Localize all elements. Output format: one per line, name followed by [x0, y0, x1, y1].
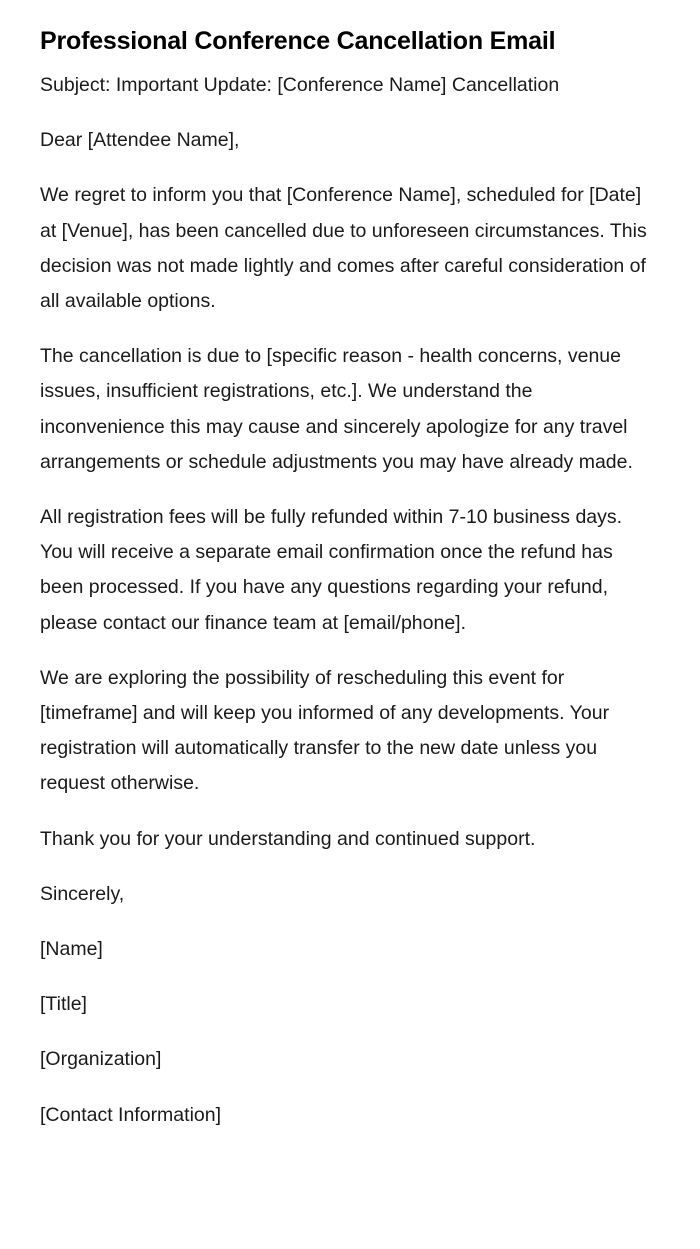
body-paragraph-intro: We regret to inform you that [Conference Name], scheduled for [Date] at [Venue], has been cancelled due to unforeseen circumstances. This decision was not made lightly and comes after careful consideration of all available options.	[40, 184, 647, 313]
body-paragraph-reschedule: We are exploring the possibility of rescheduling this event for [timeframe] and will keep you informed of any developments. Your registration will automatically transfer to the new date unless you request otherwise.	[40, 666, 610, 795]
body-paragraph-reason: The cancellation is due to [specific reason - health concerns, venue issues, insufficient registrations, etc.]. We understand the inconvenience this may cause and sincerely apologize for any travel arrangements or schedule adjustments you may have already made.	[40, 345, 633, 473]
email-subject: Subject: Important Update: [Conference Name] Cancellation	[40, 74, 560, 96]
email-greeting: Dear [Attendee Name],	[40, 129, 240, 152]
document-title: Professional Conference Cancellation Email	[40, 27, 556, 55]
body-paragraph-refund: All registration fees will be fully refunded within 7-10 business days. You will receive a separate email confirmation once the refund has been processed. If you have any questions regarding your refund, please contact our finance team at [email/phone].	[40, 506, 623, 634]
body-paragraph-thanks: Thank you for your understanding and continued support.	[40, 827, 536, 850]
email-closing: Sincerely,	[40, 882, 125, 905]
signature-organization: [Organization]	[40, 1048, 162, 1071]
signature-name: [Name]	[40, 938, 103, 961]
signature-title: [Title]	[40, 993, 87, 1016]
signature-contact: [Contact Information]	[40, 1103, 222, 1126]
